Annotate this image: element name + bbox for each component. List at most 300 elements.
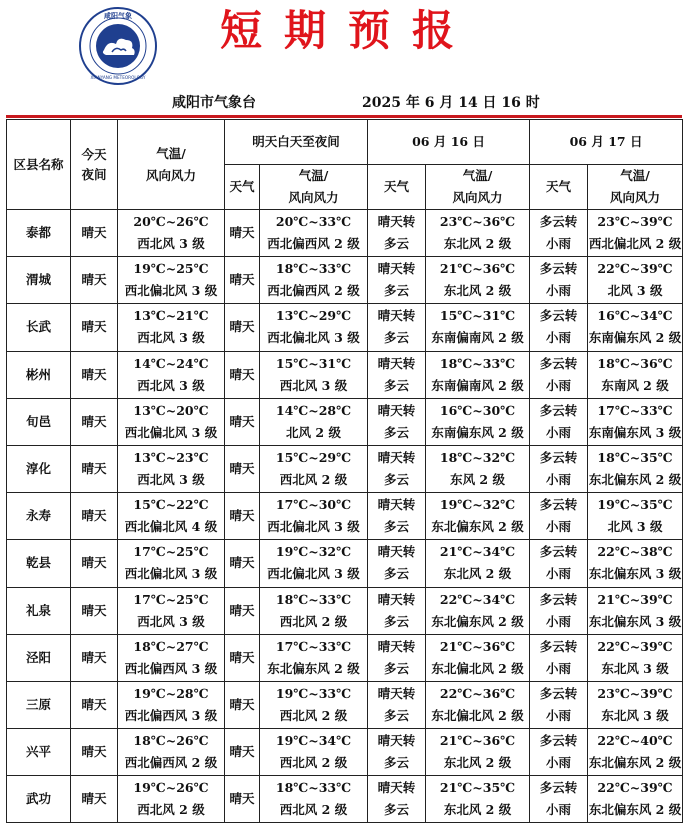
- header-temp-wind-tomorrow: 气温/ 风向风力: [260, 165, 368, 210]
- cell-line: 多云转: [539, 544, 578, 560]
- county-cell: 兴平: [7, 729, 71, 776]
- day2-temp-wind-cell: [426, 398, 530, 445]
- table-row: [7, 681, 683, 728]
- cell-line: 多云转: [539, 450, 578, 466]
- cell-line: 多云: [384, 330, 410, 346]
- cell-line: 多云: [384, 613, 410, 629]
- cell-line: 小雨: [546, 660, 572, 676]
- tonight-weather-cell: 晴天: [71, 257, 118, 304]
- tomorrow-temp-wind-cell: [260, 634, 368, 681]
- day3-temp-wind-cell: [588, 351, 683, 398]
- header-county: 区县名称: [7, 120, 71, 210]
- tonight-temp-wind-cell: [118, 351, 225, 398]
- forecast-table: [6, 119, 683, 823]
- cell-line: 14℃~28℃: [275, 402, 352, 418]
- county-cell: 泾阳: [7, 634, 71, 681]
- cell-line: 西北风 2 级: [279, 802, 348, 818]
- cell-line: 15℃~29℃: [275, 450, 352, 466]
- header-day2: 06 月 16 日: [368, 120, 530, 165]
- cell-line: 东北偏东风 2 级: [588, 472, 682, 488]
- header-divider: [6, 115, 682, 118]
- tomorrow-weather-cell: 晴天: [225, 351, 260, 398]
- cell-line: 东北偏东风 2 级: [588, 755, 682, 771]
- cell-line: 小雨: [546, 377, 572, 393]
- day3-temp-wind-cell: [588, 398, 683, 445]
- day2-temp-wind-cell: [426, 540, 530, 587]
- cell-line: 16℃~30℃: [439, 402, 516, 418]
- cell-line: 多云: [384, 707, 410, 723]
- tomorrow-weather-cell: 晴天: [225, 776, 260, 823]
- cell-line: 22℃~34℃: [439, 591, 516, 607]
- cell-line: 晴天转: [377, 308, 416, 324]
- day2-weather-cell: [368, 587, 426, 634]
- cell-line: 西北偏北风 4 级: [124, 519, 218, 535]
- tomorrow-weather-cell: 晴天: [225, 257, 260, 304]
- cell-line: 西北风 2 级: [279, 707, 348, 723]
- cell-line: 15℃~31℃: [275, 355, 352, 371]
- cell-line: 晴天转: [377, 450, 416, 466]
- cell-line: 22℃~40℃: [597, 733, 673, 749]
- county-cell: 淳化: [7, 445, 71, 492]
- day2-temp-wind-cell: [426, 681, 530, 728]
- table-row: [7, 493, 683, 540]
- day3-weather-cell: [530, 681, 588, 728]
- header-weather-day2: 天气: [368, 165, 426, 210]
- cell-line: 晴天转: [377, 544, 416, 560]
- cell-line: 19℃~33℃: [275, 685, 352, 701]
- cell-line: 晴天转: [377, 733, 416, 749]
- cell-line: 18℃~33℃: [275, 261, 352, 277]
- tonight-weather-cell: 晴天: [71, 729, 118, 776]
- day2-temp-wind-cell: [426, 587, 530, 634]
- cell-line: 东南偏东风 3 级: [588, 424, 682, 440]
- cell-line: 北风 3 级: [607, 283, 663, 299]
- page-title: 短期预报: [220, 6, 477, 55]
- county-cell: 礼泉: [7, 587, 71, 634]
- cell-line: 北风 2 级: [286, 424, 341, 440]
- cell-line: 18℃~26℃: [133, 733, 209, 749]
- cell-line: 西北风 3 级: [137, 330, 205, 346]
- county-cell: 乾县: [7, 540, 71, 587]
- header-temp-wind-day3: 气温/ 风向风力: [588, 165, 683, 210]
- tomorrow-temp-wind-cell: [260, 445, 368, 492]
- day3-temp-wind-cell: [588, 210, 683, 257]
- day2-temp-wind-cell: [426, 351, 530, 398]
- cell-line: 小雨: [546, 472, 572, 488]
- cell-line: 22℃~36℃: [439, 685, 516, 701]
- cell-line: 22℃~39℃: [597, 261, 673, 277]
- tonight-temp-wind-cell: [118, 634, 225, 681]
- cell-line: 17℃~30℃: [275, 497, 352, 513]
- tonight-temp-wind-cell: [118, 493, 225, 540]
- tonight-temp-wind-cell: [118, 587, 225, 634]
- day2-weather-cell: [368, 398, 426, 445]
- cell-line: 东北风 2 级: [443, 236, 512, 252]
- cell-line: 18℃~27℃: [133, 638, 209, 654]
- cell-line: 21℃~36℃: [439, 261, 516, 277]
- cell-line: 西北风 3 级: [137, 377, 205, 393]
- tomorrow-temp-wind-cell: [260, 540, 368, 587]
- county-cell: 彬州: [7, 351, 71, 398]
- tomorrow-temp-wind-cell: [260, 398, 368, 445]
- day2-weather-cell: [368, 210, 426, 257]
- day3-temp-wind-cell: [588, 493, 683, 540]
- tonight-weather-cell: 晴天: [71, 398, 118, 445]
- header-day3: 06 月 17 日: [530, 120, 683, 165]
- tonight-temp-wind-cell: [118, 257, 225, 304]
- cell-line: 东北偏北风 2 级: [431, 707, 524, 723]
- cell-line: 西北风 3 级: [137, 613, 205, 629]
- tomorrow-weather-cell: 晴天: [225, 398, 260, 445]
- tonight-weather-cell: 晴天: [71, 587, 118, 634]
- tonight-weather-cell: 晴天: [71, 776, 118, 823]
- tonight-temp-wind-cell: [118, 304, 225, 351]
- cell-line: 东北风 2 级: [443, 755, 512, 771]
- cell-line: 小雨: [546, 330, 572, 346]
- tomorrow-temp-wind-cell: [260, 493, 368, 540]
- day2-weather-cell: [368, 493, 426, 540]
- cell-line: 东南偏南风 2 级: [431, 377, 524, 393]
- cell-line: 晴天转: [377, 638, 416, 654]
- day3-weather-cell: [530, 257, 588, 304]
- tomorrow-temp-wind-cell: [260, 681, 368, 728]
- day2-temp-wind-cell: [426, 634, 530, 681]
- table-row: [7, 304, 683, 351]
- cell-line: 17℃~33℃: [275, 638, 352, 654]
- tomorrow-weather-cell: 晴天: [225, 210, 260, 257]
- cell-line: 东北偏东风 3 级: [588, 613, 682, 629]
- cell-line: 多云: [384, 755, 410, 771]
- cell-line: 20℃~26℃: [133, 214, 209, 230]
- cell-line: 小雨: [546, 613, 572, 629]
- cell-line: 21℃~34℃: [439, 544, 516, 560]
- cell-line: 西北风 3 级: [137, 236, 205, 252]
- tonight-weather-cell: 晴天: [71, 681, 118, 728]
- tomorrow-temp-wind-cell: [260, 257, 368, 304]
- cell-line: 多云转: [539, 685, 578, 701]
- tomorrow-temp-wind-cell: [260, 587, 368, 634]
- cell-line: 西北风 2 级: [279, 755, 348, 771]
- cell-line: 多云转: [539, 497, 578, 513]
- cell-line: 13℃~23℃: [133, 450, 209, 466]
- table-row: [7, 210, 683, 257]
- cell-line: 21℃~36℃: [439, 638, 516, 654]
- table-row: [7, 351, 683, 398]
- cell-line: 小雨: [546, 755, 572, 771]
- cell-line: 多云转: [539, 402, 578, 418]
- day3-weather-cell: [530, 493, 588, 540]
- table-row: [7, 257, 683, 304]
- cell-line: 多云: [384, 236, 410, 252]
- county-cell: 永寿: [7, 493, 71, 540]
- cell-line: 18℃~33℃: [439, 355, 516, 371]
- cell-line: 多云转: [539, 261, 578, 277]
- tomorrow-weather-cell: 晴天: [225, 587, 260, 634]
- day3-temp-wind-cell: [588, 587, 683, 634]
- tomorrow-weather-cell: 晴天: [225, 445, 260, 492]
- county-cell: 泰都: [7, 210, 71, 257]
- cell-line: 西北偏北风 2 级: [588, 236, 682, 252]
- tomorrow-temp-wind-cell: [260, 729, 368, 776]
- cell-line: 晴天转: [377, 780, 416, 796]
- issue-time: 2025 年 6 月 14 日 16 时: [362, 95, 540, 111]
- meteorology-logo: [78, 6, 158, 86]
- tonight-temp-wind-cell: [118, 445, 225, 492]
- tomorrow-weather-cell: 晴天: [225, 304, 260, 351]
- cell-line: 西北风 3 级: [137, 472, 205, 488]
- cell-line: 西北偏北风 3 级: [124, 424, 218, 440]
- logo-text-top: 咸阳气象: [104, 12, 132, 20]
- tonight-weather-cell: 晴天: [71, 304, 118, 351]
- cell-line: 22℃~39℃: [597, 638, 673, 654]
- cell-line: 20℃~33℃: [275, 214, 352, 230]
- header-tomorrow: 明天白天至夜间: [225, 120, 368, 165]
- table-row: [7, 776, 683, 823]
- cell-line: 23℃~39℃: [597, 685, 673, 701]
- cell-line: 西北偏北风 3 级: [267, 330, 360, 346]
- cell-line: 多云转: [539, 308, 578, 324]
- cell-line: 18℃~35℃: [597, 450, 673, 466]
- cell-line: 多云: [384, 472, 410, 488]
- day3-weather-cell: [530, 587, 588, 634]
- day2-weather-cell: [368, 445, 426, 492]
- cell-line: 多云转: [539, 355, 578, 371]
- tomorrow-weather-cell: 晴天: [225, 634, 260, 681]
- county-cell: 渭城: [7, 257, 71, 304]
- cell-line: 西北偏北风 3 级: [267, 519, 360, 535]
- county-cell: 长武: [7, 304, 71, 351]
- cell-line: 小雨: [546, 424, 572, 440]
- cell-line: 19℃~32℃: [439, 497, 516, 513]
- county-cell: 三原: [7, 681, 71, 728]
- day3-weather-cell: [530, 398, 588, 445]
- cell-line: 21℃~39℃: [597, 591, 673, 607]
- tomorrow-temp-wind-cell: [260, 776, 368, 823]
- table-row: [7, 445, 683, 492]
- cell-line: 17℃~25℃: [133, 544, 209, 560]
- table-row: [7, 587, 683, 634]
- day2-temp-wind-cell: [426, 776, 530, 823]
- tonight-temp-wind-cell: [118, 540, 225, 587]
- tonight-weather-cell: 晴天: [71, 210, 118, 257]
- day3-weather-cell: [530, 210, 588, 257]
- tonight-temp-wind-cell: [118, 681, 225, 728]
- day3-weather-cell: [530, 351, 588, 398]
- day3-temp-wind-cell: [588, 634, 683, 681]
- table-row: [7, 634, 683, 681]
- tonight-weather-cell: 晴天: [71, 540, 118, 587]
- cell-line: 多云转: [539, 214, 578, 230]
- cell-line: 东北风 2 级: [443, 566, 512, 582]
- cell-line: 多云: [384, 660, 410, 676]
- cell-line: 多云: [384, 566, 410, 582]
- tonight-temp-wind-cell: [118, 776, 225, 823]
- cell-line: 北风 3 级: [607, 519, 663, 535]
- cell-line: 晴天转: [377, 402, 416, 418]
- logo-text-bottom: XIANYANG METEOROLOGY: [90, 75, 146, 80]
- tonight-temp-wind-cell: [118, 210, 225, 257]
- day3-weather-cell: [530, 540, 588, 587]
- cell-line: 18℃~36℃: [597, 355, 673, 371]
- cell-line: 晴天转: [377, 261, 416, 277]
- cell-line: 晴天转: [377, 214, 416, 230]
- cell-line: 小雨: [546, 802, 572, 818]
- day2-weather-cell: [368, 681, 426, 728]
- cell-line: 西北偏西风 3 级: [124, 660, 218, 676]
- cell-line: 西北风 2 级: [279, 613, 348, 629]
- day2-weather-cell: [368, 304, 426, 351]
- cell-line: 东南偏东风 2 级: [431, 424, 524, 440]
- cell-line: 晴天转: [377, 355, 416, 371]
- cell-line: 西北偏北风 3 级: [124, 566, 218, 582]
- day3-temp-wind-cell: [588, 445, 683, 492]
- cell-line: 多云: [384, 424, 410, 440]
- header-weather-tomorrow: 天气: [225, 165, 260, 210]
- cell-line: 西北偏西风 2 级: [267, 236, 360, 252]
- day3-temp-wind-cell: [588, 776, 683, 823]
- cell-line: 西北偏北风 3 级: [267, 566, 360, 582]
- day3-weather-cell: [530, 729, 588, 776]
- cell-line: 东北风 2 级: [443, 802, 512, 818]
- county-cell: 武功: [7, 776, 71, 823]
- cell-line: 19℃~28℃: [133, 685, 209, 701]
- cell-line: 多云转: [539, 638, 578, 654]
- day3-temp-wind-cell: [588, 540, 683, 587]
- cell-line: 东南风 2 级: [601, 377, 669, 393]
- tonight-temp-wind-cell: [118, 729, 225, 776]
- tonight-weather-cell: 晴天: [71, 351, 118, 398]
- table-row: [7, 729, 683, 776]
- cell-line: 14℃~24℃: [133, 355, 209, 371]
- cell-line: 多云转: [539, 780, 578, 796]
- day2-temp-wind-cell: [426, 304, 530, 351]
- cell-line: 东北偏东风 2 级: [588, 802, 682, 818]
- tomorrow-temp-wind-cell: [260, 304, 368, 351]
- cell-line: 13℃~29℃: [275, 308, 352, 324]
- cell-line: 东北偏东风 2 级: [431, 519, 524, 535]
- cell-line: 东北风 3 级: [601, 660, 669, 676]
- county-cell: 旬邑: [7, 398, 71, 445]
- day2-weather-cell: [368, 257, 426, 304]
- cell-line: 东风 2 级: [450, 472, 505, 488]
- cell-line: 西北偏西风 2 级: [124, 755, 218, 771]
- header-tonight-temp-wind: 气温/ 风向风力: [118, 120, 225, 210]
- day2-temp-wind-cell: [426, 257, 530, 304]
- cell-line: 东北风 3 级: [601, 707, 669, 723]
- cell-line: 东南偏东风 2 级: [588, 330, 682, 346]
- cell-line: 15℃~31℃: [439, 308, 516, 324]
- day3-temp-wind-cell: [588, 729, 683, 776]
- day3-weather-cell: [530, 445, 588, 492]
- tonight-weather-cell: 晴天: [71, 634, 118, 681]
- cell-line: 西北偏西风 2 级: [267, 283, 360, 299]
- cell-line: 小雨: [546, 566, 572, 582]
- cell-line: 19℃~32℃: [275, 544, 352, 560]
- cell-line: 18℃~33℃: [275, 591, 352, 607]
- cell-line: 15℃~22℃: [133, 497, 209, 513]
- cell-line: 东北风 2 级: [443, 283, 512, 299]
- cell-line: 西北风 2 级: [137, 802, 205, 818]
- cell-line: 22℃~39℃: [597, 780, 673, 796]
- cell-line: 17℃~33℃: [597, 402, 673, 418]
- cell-line: 东南偏南风 2 级: [431, 330, 524, 346]
- tonight-weather-cell: 晴天: [71, 493, 118, 540]
- header-tonight: 今天夜间: [71, 120, 118, 210]
- day3-weather-cell: [530, 304, 588, 351]
- tomorrow-temp-wind-cell: [260, 351, 368, 398]
- cell-line: 19℃~35℃: [597, 497, 673, 513]
- cell-line: 西北风 3 级: [279, 377, 348, 393]
- cell-line: 小雨: [546, 707, 572, 723]
- day3-temp-wind-cell: [588, 257, 683, 304]
- cell-line: 晴天转: [377, 497, 416, 513]
- cell-line: 多云转: [539, 733, 578, 749]
- day2-temp-wind-cell: [426, 729, 530, 776]
- day3-weather-cell: [530, 776, 588, 823]
- tomorrow-weather-cell: 晴天: [225, 493, 260, 540]
- table-row: [7, 398, 683, 445]
- day2-temp-wind-cell: [426, 210, 530, 257]
- cell-line: 晴天转: [377, 685, 416, 701]
- cell-line: 西北偏北风 3 级: [124, 283, 218, 299]
- cell-line: 多云: [384, 377, 410, 393]
- day3-temp-wind-cell: [588, 681, 683, 728]
- cell-line: 西北偏西风 3 级: [124, 707, 218, 723]
- tomorrow-temp-wind-cell: [260, 210, 368, 257]
- cell-line: 19℃~34℃: [275, 733, 352, 749]
- cell-line: 西北风 2 级: [279, 472, 348, 488]
- day2-temp-wind-cell: [426, 445, 530, 492]
- day2-weather-cell: [368, 351, 426, 398]
- cell-line: 多云: [384, 519, 410, 535]
- cell-line: 13℃~21℃: [133, 308, 209, 324]
- tomorrow-weather-cell: 晴天: [225, 540, 260, 587]
- cell-line: 19℃~25℃: [133, 261, 209, 277]
- cell-line: 22℃~38℃: [597, 544, 673, 560]
- cell-line: 13℃~20℃: [133, 402, 209, 418]
- cell-line: 东北偏东风 2 级: [431, 613, 524, 629]
- cell-line: 16℃~34℃: [597, 308, 673, 324]
- table-row: [7, 540, 683, 587]
- cell-line: 多云: [384, 802, 410, 818]
- cell-line: 19℃~26℃: [133, 780, 209, 796]
- cell-line: 21℃~36℃: [439, 733, 516, 749]
- cell-line: 晴天转: [377, 591, 416, 607]
- cell-line: 18℃~33℃: [275, 780, 352, 796]
- day2-weather-cell: [368, 776, 426, 823]
- cell-line: 21℃~35℃: [439, 780, 516, 796]
- cell-line: 东北偏北风 2 级: [431, 660, 524, 676]
- tonight-temp-wind-cell: [118, 398, 225, 445]
- header-temp-wind-day2: 气温/ 风向风力: [426, 165, 530, 210]
- tomorrow-weather-cell: 晴天: [225, 729, 260, 776]
- cell-line: 东北偏东风 3 级: [588, 566, 682, 582]
- day3-temp-wind-cell: [588, 304, 683, 351]
- day2-temp-wind-cell: [426, 493, 530, 540]
- cell-line: 小雨: [546, 283, 572, 299]
- day3-weather-cell: [530, 634, 588, 681]
- day2-weather-cell: [368, 729, 426, 776]
- cell-line: 17℃~25℃: [133, 591, 209, 607]
- day2-weather-cell: [368, 540, 426, 587]
- tonight-weather-cell: 晴天: [71, 445, 118, 492]
- cell-line: 23℃~36℃: [439, 214, 516, 230]
- cell-line: 东北偏东风 2 级: [267, 660, 360, 676]
- cell-line: 18℃~32℃: [439, 450, 516, 466]
- cell-line: 多云转: [539, 591, 578, 607]
- day2-weather-cell: [368, 634, 426, 681]
- cell-line: 小雨: [546, 236, 572, 252]
